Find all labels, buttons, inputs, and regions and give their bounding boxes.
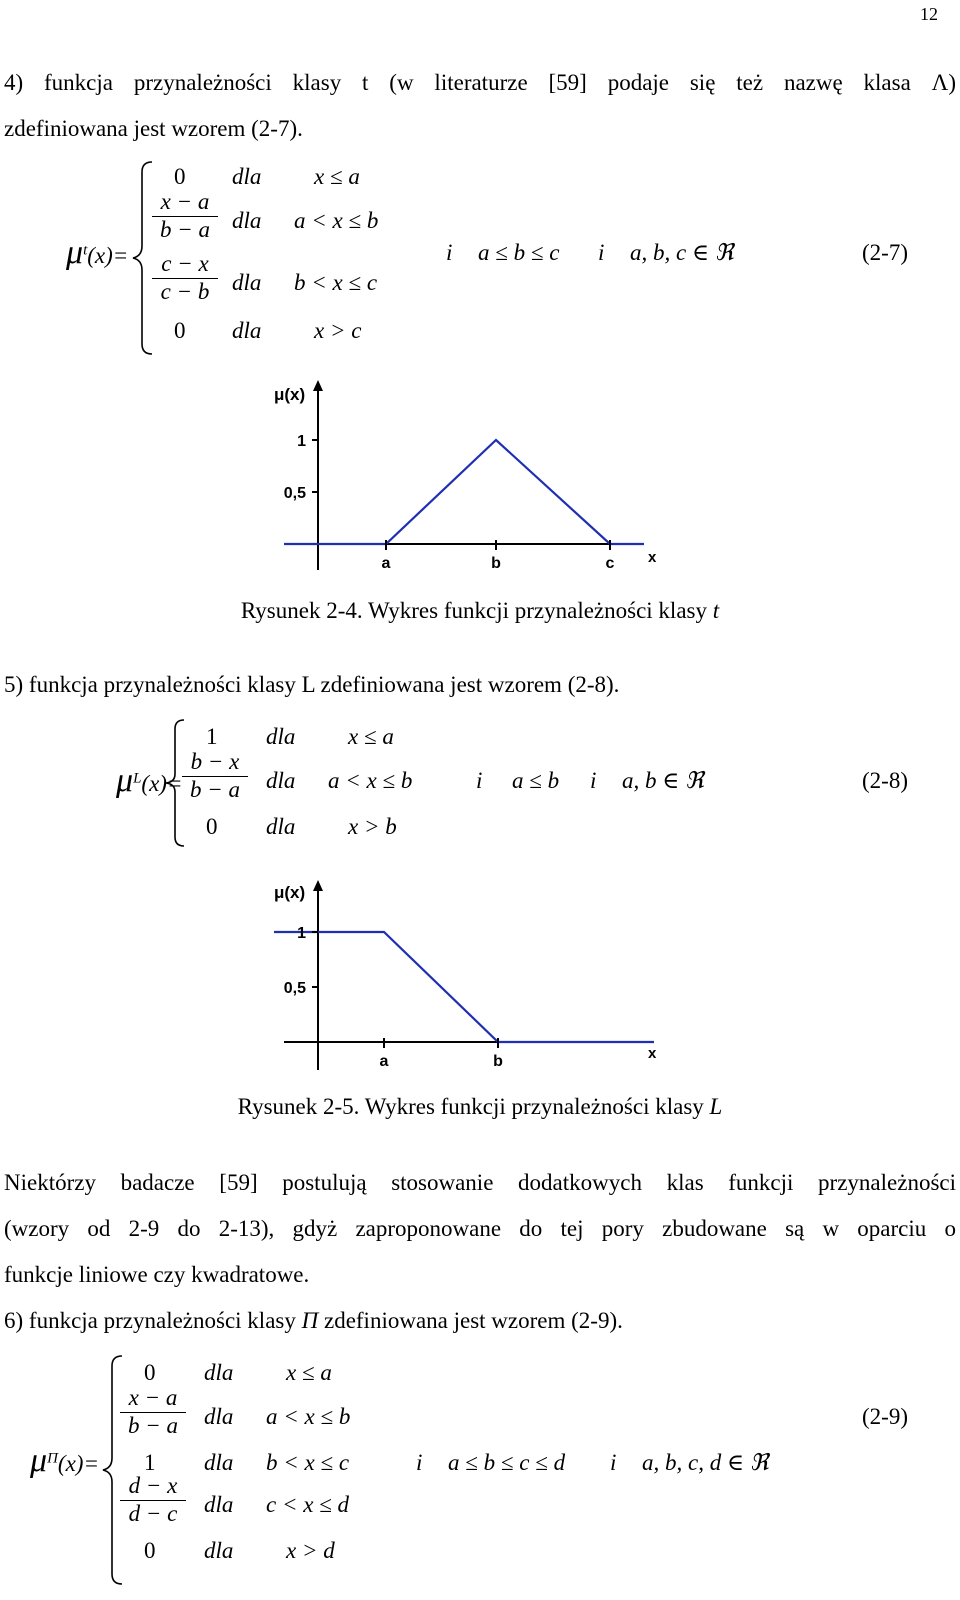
eq27-arg: (x)= xyxy=(87,243,129,268)
mu-symbol: μ xyxy=(66,234,84,271)
eq29-r5-dla: dla xyxy=(204,1538,234,1563)
eq27-side-set: a, b, c ∈ ℜ xyxy=(630,240,734,265)
eq29-side-set: a, b, c, d ∈ ℜ xyxy=(642,1450,769,1475)
eq28-arg: (x)= xyxy=(141,771,183,796)
item5-text: 5) funkcja przynależności klasy L zdefiniowana jest wzorem (2-8). xyxy=(4,672,620,697)
item6-text xyxy=(4,1308,623,1334)
x-tick-label: b xyxy=(491,555,501,572)
eq27-r3-cond: b < x ≤ c xyxy=(294,270,378,295)
eq27-lhs xyxy=(66,234,128,272)
eq29-superscript: Π xyxy=(47,1450,58,1467)
eq28-side-set: a, b ∈ ℜ xyxy=(622,768,704,793)
figure-2-5-chart xyxy=(264,874,684,1084)
membership-line xyxy=(284,440,644,544)
eq29-r1-val: 0 xyxy=(144,1360,156,1385)
eq29-side-i2: i xyxy=(610,1450,617,1475)
eq27-superscript: t xyxy=(83,242,88,259)
x-tick-label: a xyxy=(379,1053,389,1070)
eq29-r2-dla: dla xyxy=(204,1404,234,1429)
eq27-r1-dla: dla xyxy=(232,164,262,189)
eq28-superscript: L xyxy=(133,770,142,787)
eq28-r3-val: 0 xyxy=(206,814,218,839)
eq27-r4-cond: x > c xyxy=(314,318,362,343)
x-axis-label: x xyxy=(648,1045,657,1062)
eq28-r3-cond: x > b xyxy=(348,814,397,839)
eq29-r3-cond: b < x ≤ c xyxy=(266,1450,350,1475)
eq27-r4-dla: dla xyxy=(232,318,262,343)
eq29-r4-cond: c < x ≤ d xyxy=(266,1492,350,1517)
eq27-r3-dla: dla xyxy=(232,270,262,295)
eq27-r1-cond: x ≤ a xyxy=(314,164,360,189)
body-paragraph xyxy=(4,1160,956,1298)
eq28-side-ineq: a ≤ b xyxy=(512,768,560,793)
eq27-r2-cond: a < x ≤ b xyxy=(294,208,379,233)
eq28-r1-dla: dla xyxy=(266,724,296,749)
eq28-r2-cond: a < x ≤ b xyxy=(328,768,413,793)
eq29-r5-val: 0 xyxy=(144,1538,156,1563)
membership-line xyxy=(274,932,654,1042)
chart-marks xyxy=(274,925,654,1070)
eq29-r3-val: 1 xyxy=(144,1450,156,1475)
eq28-r2-dla: dla xyxy=(266,768,296,793)
eq29-r4-frac xyxy=(120,1474,186,1526)
page-number: 12 xyxy=(920,4,938,24)
x-tick-label: c xyxy=(605,555,615,572)
eq27-r1-val: 0 xyxy=(174,164,186,189)
eq29-r2-den: b − a xyxy=(127,1413,179,1439)
eq27-r4-val: 0 xyxy=(174,318,186,343)
y-tick-label: 1 xyxy=(297,925,306,942)
eq29-r2-frac xyxy=(120,1386,186,1438)
eq27-r2-num: x − a xyxy=(160,189,210,214)
item6-suffix: zdefiniowana jest wzorem (2-9). xyxy=(323,1308,623,1333)
y-axis-arrow xyxy=(313,880,323,891)
figure-2-5-caption xyxy=(0,1094,960,1120)
item6-var: Π xyxy=(301,1308,319,1333)
mu-symbol: μ xyxy=(116,762,134,799)
eq29-r5-cond: x > d xyxy=(286,1538,335,1563)
eq27-side-i1: i xyxy=(446,240,453,265)
caption-var: t xyxy=(712,598,720,623)
item4-line1: 4) funkcja przynależności klasy t (w literaturze [59] podaje się też nazwę klasa Λ) xyxy=(4,70,956,95)
mu-symbol: μ xyxy=(30,1442,48,1479)
item4-line2: zdefiniowana jest wzorem (2-7). xyxy=(4,116,303,141)
eq29-r4-dla: dla xyxy=(204,1492,234,1517)
item4-text xyxy=(4,60,956,152)
eq28-r1-val: 1 xyxy=(206,724,218,749)
x-tick-label: a xyxy=(381,555,391,572)
eq29-r2-cond: a < x ≤ b xyxy=(266,1404,351,1429)
eq29-lhs xyxy=(30,1442,99,1480)
eq28-r2-num: b − x xyxy=(190,749,240,774)
x-tick-label: b xyxy=(493,1053,503,1070)
eq27-r3-frac xyxy=(152,252,218,304)
y-tick-label: 0,5 xyxy=(283,980,306,997)
paragraph-line1: Niektórzy badacze [59] postulują stosowanie dodatkowych klas funkcji przynależności xyxy=(4,1170,956,1195)
eq28-r3-dla: dla xyxy=(266,814,296,839)
y-axis-label: μ(x) xyxy=(274,883,306,902)
eq27-r3-num: c − x xyxy=(161,251,209,276)
eq27-side-i2: i xyxy=(598,240,605,265)
caption-text: Rysunek 2-4. Wykres funkcji przynależności klasy xyxy=(240,598,707,623)
figure-2-4-caption xyxy=(0,598,960,624)
eq27-r2-dla: dla xyxy=(232,208,262,233)
eq29-r1-dla: dla xyxy=(204,1360,234,1385)
chart-marks xyxy=(284,433,644,572)
paragraph-line2: (wzory od 2-9 do 2-13), gdyż zaproponowane do tej pory zbudowane są w oparciu o xyxy=(4,1216,956,1241)
eq28-side-i2: i xyxy=(590,768,597,793)
caption-text: Rysunek 2-5. Wykres funkcji przynależności klasy xyxy=(237,1094,704,1119)
eq29-r1-cond: x ≤ a xyxy=(286,1360,332,1385)
eq29-r3-dla: dla xyxy=(204,1450,234,1475)
y-tick-label: 1 xyxy=(297,433,306,450)
eq29-r4-den: d − c xyxy=(128,1501,178,1527)
eq29-r2-num: x − a xyxy=(128,1385,178,1410)
eq27-r2-frac xyxy=(152,190,218,242)
eq28-r2-frac xyxy=(182,750,248,802)
eq29-r4-num: d − x xyxy=(128,1473,178,1498)
figure-2-4-chart xyxy=(264,374,684,594)
paragraph-line3: funkcje liniowe czy kwadratowe. xyxy=(4,1262,310,1287)
eq28-side-i1: i xyxy=(476,768,483,793)
eq27-r3-den: c − b xyxy=(160,279,210,305)
eq29-number: (2-9) xyxy=(862,1404,908,1429)
x-axis-label: x xyxy=(648,549,657,566)
eq27-number: (2-7) xyxy=(862,240,908,265)
y-axis-label: μ(x) xyxy=(274,385,306,404)
caption-var: L xyxy=(709,1094,723,1119)
eq27-side-ineq: a ≤ b ≤ c xyxy=(478,240,560,265)
eq27-r2-den: b − a xyxy=(159,217,211,243)
eq28-r2-den: b − a xyxy=(189,777,241,803)
eq29-side-i1: i xyxy=(416,1450,423,1475)
eq28-number: (2-8) xyxy=(862,768,908,793)
item6-prefix: 6) funkcja przynależności klasy xyxy=(4,1308,296,1333)
eq29-arg: (x)= xyxy=(57,1451,99,1476)
eq28-r1-cond: x ≤ a xyxy=(348,724,394,749)
y-axis-arrow xyxy=(313,380,323,391)
eq29-side-ineq: a ≤ b ≤ c ≤ d xyxy=(448,1450,566,1475)
y-tick-label: 0,5 xyxy=(283,485,306,502)
